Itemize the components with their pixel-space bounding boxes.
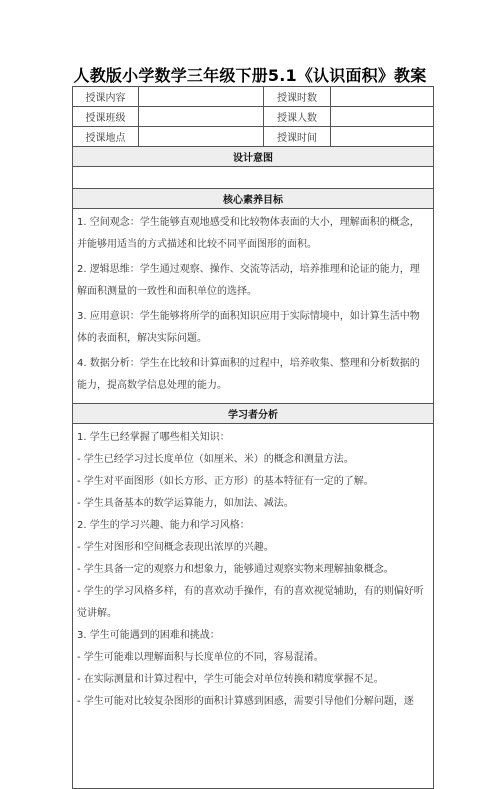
- value-lesson-hours: [331, 87, 434, 107]
- learner-analysis-item: - 学生对平面图形（如长方形、正方形）的基本特征有一定的了解。: [77, 476, 374, 487]
- core-competency-item: 3. 应用意识：学生能够将所学的面积知识应用于实际情境中，如计算生活中物体的表面积，解决实际问题。: [77, 311, 420, 344]
- core-competency-item: 2. 逻辑思维：学生通过观察、操作、交流等活动，培养推理和论证的能力，理解面积测量的一致性和面积单位的选择。: [77, 264, 420, 297]
- learner-analysis-item: - 学生具备一定的观察力和想象力，能够通过观察实物来理解抽象概念。: [77, 564, 394, 575]
- learner-analysis-item: - 学生对图形和空间概念表现出浓厚的兴趣。: [77, 542, 274, 553]
- core-competency-content-row: [73, 209, 434, 404]
- learner-analysis-item: 2. 学生的学习兴趣、能力和学习风格：: [77, 520, 250, 531]
- section-header-learner-analysis: [73, 404, 434, 424]
- info-row-class: [73, 107, 434, 127]
- value-lesson-time: [331, 127, 434, 147]
- label-lesson-hours: 授课时数: [264, 87, 331, 107]
- design-intent-content: [73, 167, 434, 189]
- core-competency-item: 4. 数据分析：学生在比较和计算面积的过程中，培养收集、整理和分析数据的能力，提高数学信息处理的能力。: [77, 358, 420, 391]
- label-lesson-location: 授课地点: [73, 127, 139, 147]
- core-competency-content: [73, 209, 434, 404]
- learner-analysis-content: [73, 424, 434, 789]
- learner-analysis-content-row: [73, 424, 434, 789]
- learner-analysis-item: - 学生可能对比较复杂图形的面积计算感到困惑，需要引导他们分解问题，逐: [77, 696, 414, 707]
- document-title: 人教版小学数学三年级下册5.1《认识面积》教案: [73, 66, 427, 85]
- core-competency-item: 1. 空间观念：学生能够直观地感受和比较物体表面的大小，理解面积的概念，并能够用适当的方式描述和比较不同平面图形的面积。: [77, 217, 420, 250]
- value-lesson-class: [139, 107, 264, 127]
- value-lesson-location: [139, 127, 264, 147]
- label-student-count: 授课人数: [264, 107, 331, 127]
- label-lesson-time: 授课时间: [264, 127, 331, 147]
- learner-analysis-item: - 学生可能难以理解面积与长度单位的不同，容易混淆。: [77, 652, 324, 663]
- learner-analysis-item: - 学生的学习风格多样，有的喜欢动手操作，有的喜欢视觉辅助，有的则偏好听觉讲解。: [77, 586, 424, 619]
- design-intent-content-row: [73, 167, 434, 189]
- section-header-core-competency: [73, 189, 434, 209]
- design-intent-heading: 设计意图: [73, 147, 434, 167]
- learner-analysis-item: 3. 学生可能遇到的困难和挑战：: [77, 630, 220, 641]
- lesson-plan-table: [72, 86, 434, 789]
- info-row-location: [73, 127, 434, 147]
- section-header-design-intent: [73, 147, 434, 167]
- learner-analysis-item: - 在实际测量和计算过程中，学生可能会对单位转换和精度掌握不足。: [77, 674, 384, 685]
- value-student-count: [331, 107, 434, 127]
- learner-analysis-item: - 学生已经学习过长度单位（如厘米、米）的概念和测量方法。: [77, 454, 354, 465]
- value-lesson-content: [139, 87, 264, 107]
- learner-analysis-item: 1. 学生已经掌握了哪些相关知识：: [77, 432, 230, 443]
- label-lesson-class: 授课班级: [73, 107, 139, 127]
- core-competency-heading: 核心素养目标: [73, 189, 434, 209]
- info-row-content: [73, 87, 434, 107]
- learner-analysis-item: - 学生具备基本的数学运算能力，如加法、减法。: [77, 498, 294, 509]
- learner-analysis-heading: 学习者分析: [73, 404, 434, 424]
- label-lesson-content: 授课内容: [73, 87, 139, 107]
